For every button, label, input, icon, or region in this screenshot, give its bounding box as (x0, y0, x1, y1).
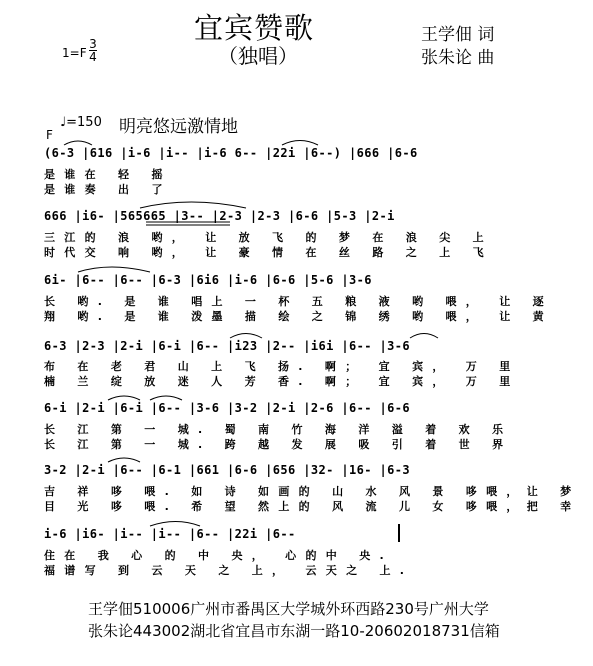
final-barline (398, 524, 400, 542)
system-1-notes: (6-3 |616 |i-6 |i-- |i-6 6-- |22i |6--) |666 |6-6 (44, 146, 418, 160)
system-7-notes: i-6 |i6- |i-- |i-- |6-- |22i |6-- (44, 527, 296, 541)
time-sig-bottom: 4 (89, 50, 97, 64)
song-subtitle: （独唱） (218, 44, 298, 68)
system-5-notes: 6-i |2-i |6-i |6-- |3-6 |3-2 |2-i |2-6 |6-- |6-6 (44, 401, 410, 415)
key-signature: 1=F (62, 46, 87, 60)
system-2-lyric-2: 时代交 响 哟， 让 豪 情 在 丝 路 之 上 飞 (44, 246, 493, 259)
slur (282, 141, 318, 146)
slur (78, 267, 150, 272)
time-sig-top: 3 (89, 37, 97, 51)
system-6-lyric-1: 吉 祥 哆 喂. 如 诗 如画的 山 水 风 景 哆喂，让 梦 (44, 485, 581, 498)
system-4-lyric-2: 楠 兰 绽 放 迷 人 芳 香. 啊； 宜 宾， 万 里 (44, 375, 520, 388)
system-5-lyric-1: 长 江 第 一 城. 蜀 南 竹 海 洋 溢 着 欢 乐 (44, 423, 513, 436)
slur (140, 202, 246, 208)
slur (108, 396, 140, 400)
system-7-lyric-2: 福谱写 到 云 天 之 上， 云天之 上. (44, 564, 414, 577)
tempo-marking: ♩=150 (60, 115, 102, 130)
system-4-lyric-1: 布 在 老 君 山 上 飞 扬. 啊； 宜 宾， 万 里 (44, 360, 520, 373)
system-6-notes: 3-2 |2-i |6-- |6-1 |661 |6-6 |656 |32- |16- |6-3 (44, 463, 410, 477)
system-3-notes: 6i- |6-- |6-- |6-3 |6i6 |i-6 |6-6 |5-6 |3-6 (44, 273, 372, 287)
slur (108, 458, 140, 462)
system-1-lyric-1: 是谁在 轻 摇 (44, 168, 172, 181)
footer-contact-1: 王学佃510006广州市番禺区大学城外环西路230号广州大学 (88, 600, 489, 618)
footer-contact-2: 张朱论443002湖北省宜昌市东湖一路10-20602018731信箱 (88, 622, 500, 640)
slur (150, 522, 200, 527)
slur (410, 334, 438, 339)
slur (64, 141, 92, 145)
slur (230, 334, 262, 339)
system-3-lyric-2: 翔 哟. 是 谁 泼墨 描 绘 之 锦 绣 哟 喂， 让 黄 (44, 310, 553, 323)
system-3-lyric-1: 长 哟. 是 谁 唱上 一 杯 五 粮 液 哟 喂， 让 逐 (44, 295, 553, 308)
lyricist-credit: 王学佃 词 (421, 25, 495, 45)
fermata-label: F (46, 128, 53, 142)
slur (150, 396, 182, 400)
song-title: 宜宾赞歌 (194, 11, 315, 45)
system-6-lyric-2: 目 光 哆 喂. 希 望 然上的 风 流 儿 女 哆喂，把 幸 (44, 500, 581, 513)
system-7-lyric-1: 住在 我 心 的 中 央， 心的中 央. (44, 549, 393, 562)
system-5-lyric-2: 长 江 第 一 城. 跨 越 发 展 吸 引 着 世 界 (44, 438, 513, 451)
time-signature (89, 38, 97, 63)
system-1-lyric-2: 是谁奏 出 了 (44, 183, 172, 196)
system-4-notes: 6-3 |2-3 |2-i |6-i |6-- |i23 |2-- |i6i |6-- |3-6 (44, 339, 410, 353)
system-2-lyric-1: 三江的 浪 哟， 让 放 飞 的 梦 在 浪 尖 上 (44, 231, 493, 244)
composer-credit: 张朱论 曲 (421, 48, 495, 68)
expression-marking: 明亮悠远激情地 (119, 117, 238, 137)
system-2-notes: 666 |i6- |565665 |3-- |2-3 |2-3 |6-6 |5-3 |2-i (44, 209, 395, 223)
